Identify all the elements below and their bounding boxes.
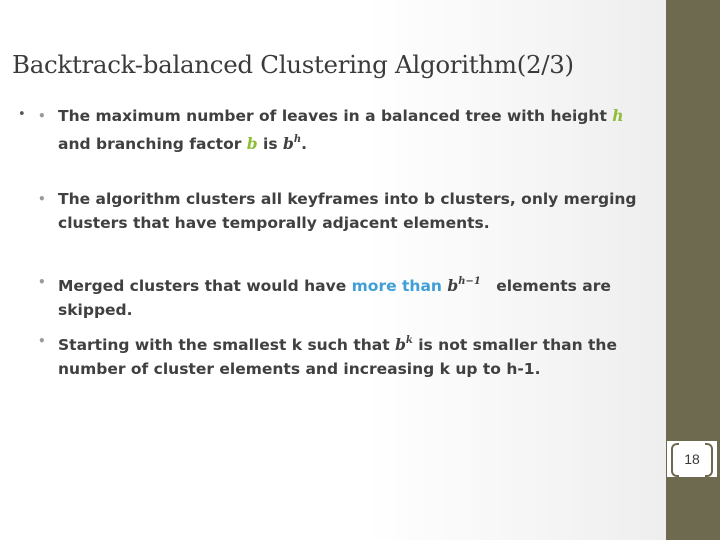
page-number-badge [667,441,717,477]
bullet-dot: • [38,109,46,123]
bullet-item-4 [38,329,648,381]
right-bracket-icon [705,443,713,477]
slide-title: Backtrack-balanced Clustering Algorithm(2/3) [12,50,574,79]
bullet-item-2 [38,187,648,235]
bullet-text: Merged clusters that would have more than $b^{h-1}$ elements are skipped. [58,276,611,319]
outer-bullet: • [18,107,26,122]
branching-variable: b [246,134,258,153]
bullet-text: Starting with the smallest k such that $b^k$ is not smaller than the number of cluster elements and increasing k up to h-1. [58,335,617,378]
math-expression: $b^{h-1}$ [447,276,481,295]
bullet-item-3 [38,270,648,322]
left-bracket-icon [671,443,679,477]
height-variable: h [612,106,624,125]
bullet-dot: • [38,334,46,348]
bullet-text: The algorithm clusters all keyframes into b clusters, only merging clusters that have temporally adjacent elements. [58,190,637,232]
highlight-text: more than [351,277,442,295]
math-expression: $b^h$ [282,134,302,153]
bullet-dot: • [38,192,46,206]
bullet-dot: • [38,275,46,289]
page-number: 18 [684,451,700,467]
bullet-text: The maximum number of leaves in a balanced tree with height h and branching factor b is $b^h$. [58,106,624,153]
math-expression: $b^k$ [395,335,413,354]
bullet-item-1 [38,104,648,156]
